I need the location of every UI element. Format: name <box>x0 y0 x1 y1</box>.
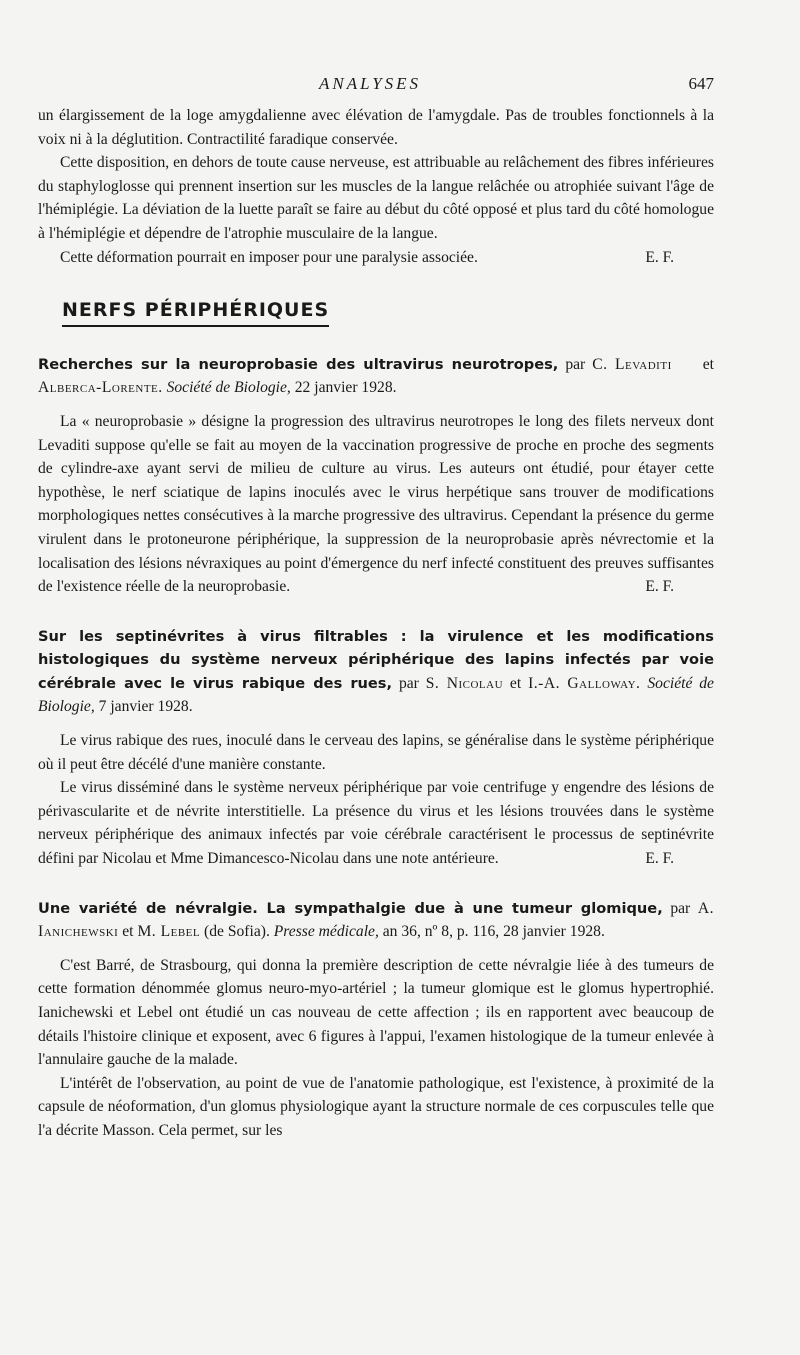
article-paragraph <box>38 410 714 599</box>
article-source: Société de Biologie, <box>38 674 714 716</box>
article-author: S. Nicolau <box>425 674 504 692</box>
article-et: et <box>122 923 134 941</box>
article-paragraph-text: Le virus disséminé dans le système nerveux périphérique par voie centrifuge y engendre des lésions de périvascularite et de névrite interstitielle. La présence du virus et les lésions trouvées dans le système nerveux périphérique des animaux infectés par voie cérébrale caractérisent le processus de septinévrite défini par Nicolau et Mme Dimancesco-Nicolau dans une note antérieure. <box>38 779 714 868</box>
article-et: et <box>702 355 714 373</box>
article <box>38 353 714 599</box>
article-title-block <box>38 353 714 400</box>
intro-paragraph-1: un élargissement de la loge amygdalienne avec élévation de l'amygdale. Pas de troubles fonctionnels à la voix ni à la déglutition. Contractilité faradique conservée. <box>38 107 714 148</box>
article-par: par <box>398 674 419 692</box>
article-date: 22 janvier 1928. <box>294 379 397 397</box>
article-origin: (de Sofia). <box>204 923 270 941</box>
article <box>38 625 714 871</box>
article-source: Société de Biologie, <box>166 379 291 397</box>
article-paragraph: C'est Barré, de Strasbourg, qui donna la première description de cette névralgie liée à des tumeurs de cette formation dénommée glomus neuro-myo-artériel ; la tumeur glomique est le glomus hypertrophié. Ianichewski et Lebel ont étudié un cas nouveau de cette affection ; ils en rapportent avec beaucoup de détails l'histoire clinique et exposent, avec 6 figures à l'appui, l'examen histologique de la tumeur enlevée à l'annulaire gauche de la malade. <box>38 956 714 1069</box>
article-title-block <box>38 625 714 719</box>
running-head <box>0 74 800 100</box>
article-title: Recherches sur la neuroprobasie des ultravirus neurotropes, <box>38 355 559 373</box>
article-title-block <box>38 897 714 944</box>
article-source: Presse médicale, <box>273 923 379 941</box>
article-author: Alberca-Lorente. <box>38 379 163 397</box>
page-body <box>38 104 714 1143</box>
article <box>38 897 714 1143</box>
article-paragraph: Le virus rabique des rues, inoculé dans le cerveau des lapins, se généralise dans le système périphérique où il peut être décélé d'une manière constante. <box>38 732 714 773</box>
article-author: I.-A. Galloway. <box>528 674 641 692</box>
article-date: an 36, nº 8, p. 116, 28 janvier 1928. <box>382 923 605 941</box>
intro-paragraph-2: Cette disposition, en dehors de toute cause nerveuse, est attribuable au relâchement des fibres inférieures du staphyloglosse qui prennent insertion sur les muscles de la langue relâchée ou atrophiée suivant l'âge de l'hémiplégie. La déviation de la luette paraît se faire au début du côté opposé et plus tard du côté homologue à l'hémiplégie et dépendre de l'atrophie musculaire de la langue. <box>38 154 714 242</box>
signature: E. F. <box>645 578 674 596</box>
signature: E. F. <box>645 850 674 868</box>
intro-paragraph-3 <box>38 246 714 270</box>
intro-paragraph-3-text: Cette déformation pourrait en imposer pour une paralysie associée. <box>60 248 478 266</box>
article-paragraph-text: La « neuroprobasie » désigne la progression des ultravirus neurotropes le long des filets nerveux dont Levaditi suppose qu'elle se fait au moyen de la vaccination progressive de proche en proche des segments de cylindre-axe ayant servi de milieu de culture au virus. Les auteurs ont étudié, pour étayer cette hypothèse, le nerf sciatique de lapins inoculés avec le virus herpétique sans trouver de modifications morphologiques nettes consécutives à la marche progressive des ultravirus. Cependant la présence du germe virulent dans le protoneurone périphérique, la suppression de la neuroprobasie après névrectomie et la localisation des lésions névraxiques au point d'émergence du nerf infecté constituent des preuves suffisantes de l'existence réelle de la neuroprobasie. <box>38 412 714 596</box>
article-paragraph: L'intérêt de l'observation, au point de vue de l'anatomie pathologique, est l'existence, à proximité de la capsule de néoformation, d'un glomus physiologique ayant la structure normale de ces corpuscules telle que l'a décrite Masson. Cela permet, sur les <box>38 1074 714 1139</box>
article-et: et <box>509 674 522 692</box>
article-author: C. Levaditi <box>592 355 672 373</box>
article-author: M. Lebel <box>137 923 201 941</box>
section-heading: NERFS PÉRIPHÉRIQUES <box>62 299 329 327</box>
page-number: 647 <box>688 74 714 93</box>
signature: E. F. <box>645 248 674 266</box>
article-par: par <box>565 355 586 373</box>
article-title: Une variété de névralgie. La sympathalgie due à une tumeur glomique, <box>38 899 663 917</box>
article-paragraph <box>38 776 714 870</box>
article-author: A. Ianichewski <box>38 899 715 941</box>
article-title: Sur les septinévrites à virus filtrables : la virulence et les modifications histologiques du système nerveux périphérique des lapins infectés par voie cérébrale avec le virus rabique des rues, <box>38 627 714 692</box>
running-title: ANALYSES <box>318 74 422 93</box>
article-date: 7 janvier 1928. <box>98 698 193 716</box>
article-par: par <box>670 899 691 917</box>
